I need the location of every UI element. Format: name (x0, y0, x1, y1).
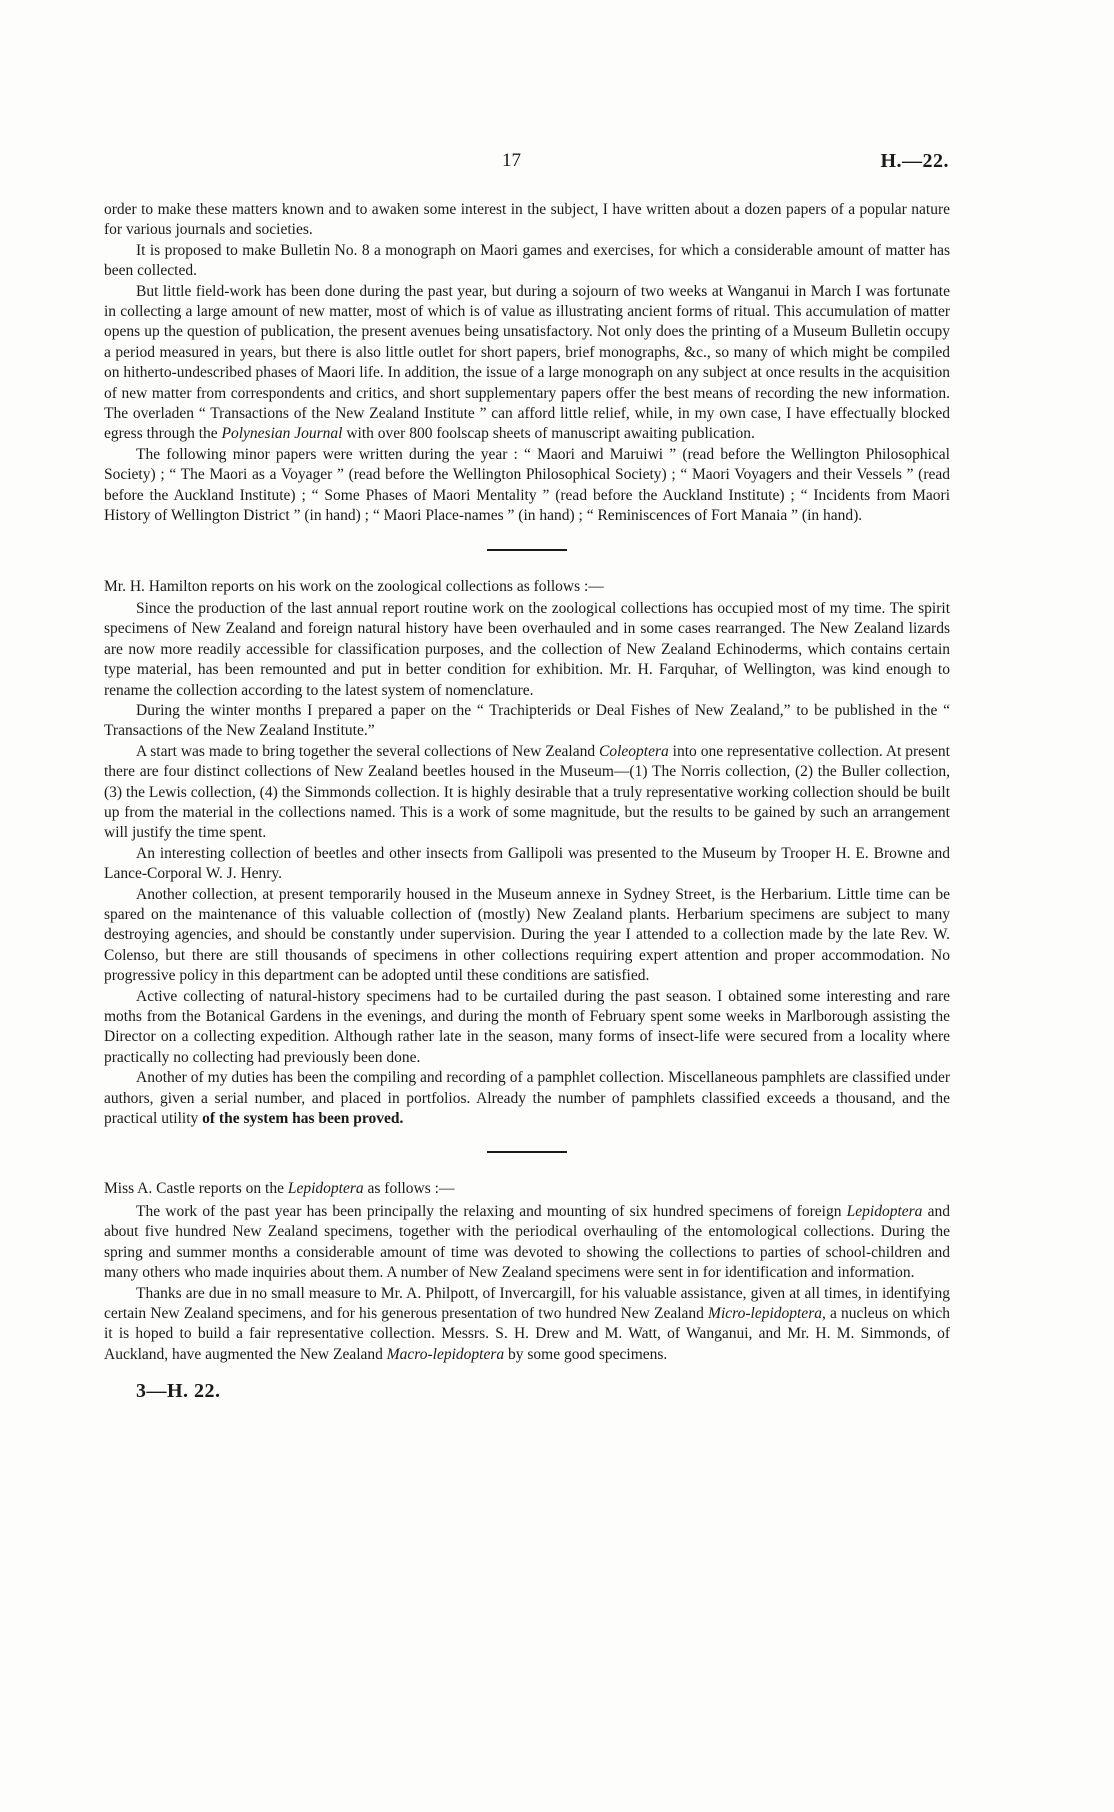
paragraph-text: into one representative collection. At present there are four distinct collections of New Zealand beetles housed in the Museum—(1) The Norris collection, (2) the Buller collection, (3) the Lewis collection, (4) the Simmonds collection. It is highly desirable that a truly representative working collection should be built up from the material in the collections named. This is a work of some magnitude, but the results to be gained by such an arrangement will justify the time spent. (104, 742, 950, 842)
page-body (104, 200, 950, 1402)
paragraph-text: and about five hundred New Zealand specimens, together with the periodical overhauling of the entomological collections. During the spring and summer months a considerable amount of time was devoted to showing the collections to parties of school-children and many others who made inquiries about them. A number of New Zealand specimens were sent in for identification and information. (104, 1202, 950, 1282)
taxon-name: Micro-lepidoptera (708, 1304, 822, 1322)
section-divider (487, 549, 567, 551)
paragraph (104, 1284, 950, 1366)
report-intro: Mr. H. Hamilton reports on his work on the zoological collections as follows :— (104, 577, 604, 595)
page-header (0, 150, 1114, 180)
paragraph: Since the production of the last annual report routine work on the zoological collections has occupied most of my time. The spirit specimens of New Zealand and foreign natural history have been overhauled and in some cases rearranged. The New Zealand lizards are now more readily accessible for classification purposes, and the collection of New Zealand Echinoderms, which contains certain type material, has been remounted and put in better condition for exhibition. Mr. H. Farquhar, of Wellington, was kind enough to rename the collection according to the latest system of nomenclature. (104, 599, 950, 699)
paragraph (104, 282, 950, 445)
taxon-name: Macro-lepidoptera (386, 1345, 505, 1363)
paragraph: It is proposed to make Bulletin No. 8 a monograph on Maori games and exercises, for which a considerable amount of matter has been collected. (104, 241, 950, 280)
signature-reference: 3—H. 22. (136, 1380, 221, 1403)
paragraph-text: , a nucleus on which it is hoped to build a fair representative collection. Messrs. S. H. Drew and M. Watt, of Wanganui, and Mr. H. M. Simmonds, of Auckland, have augmented the New Zealand (104, 1304, 951, 1363)
paragraph (104, 742, 950, 844)
paragraph: During the winter months I prepared a paper on the “ Trachipterids or Deal Fishes of New Zealand,” to be published in the “ Transactions of the New Zealand Institute.” (104, 701, 950, 740)
paragraph-text-bold: of the system has been proved. (202, 1110, 404, 1128)
journal-title: Polynesian Journal (221, 425, 343, 443)
paragraph (104, 1202, 950, 1284)
report-intro (104, 1179, 950, 1199)
intro-text: Miss A. Castle reports on the (104, 1180, 288, 1198)
paragraph (104, 1068, 950, 1129)
paragraph: An interesting collection of beetles and other insects from Gallipoli was presented to the Museum by Trooper H. E. Browne and Lance-Corporal W. J. Henry. (104, 844, 950, 883)
paragraph-text: Thanks are due in no small measure to Mr. A. Philpott, of Invercargill, for his valuable assistance, given at all times, in identifying certain New Zealand specimens, and for his generous presentation of two hundred New Zealand (104, 1284, 950, 1322)
taxon-name: Lepidoptera (846, 1202, 923, 1220)
intro-text: as follows :— (363, 1180, 455, 1198)
document-reference: H.—22. (880, 150, 949, 172)
paragraph-text: with over 800 foolscap sheets of manuscript awaiting publication. (342, 425, 755, 443)
paragraph-text: The work of the past year has been principally the relaxing and mounting of six hundred specimens of foreign (136, 1202, 847, 1220)
taxon-name: Coleoptera (599, 742, 669, 760)
paragraph: Active collecting of natural-history specimens had to be curtailed during the past season. I obtained some interesting and rare moths from the Botanical Gardens in the evenings, and during the month of February spent some weeks in Marlborough assisting the Director on a collecting expedition. Although rather late in the season, many forms of insect-life were secured from a locality where practically no collecting had previously been done. (104, 987, 950, 1066)
paragraph-text: Another of my duties has been the compiling and recording of a pamphlet collection. Miscellaneous pamphlets are classified under authors, given a serial number, and placed in portfolios. Already the number of pamphlets classified exceeds a thousand, and the practical utility (104, 1069, 950, 1128)
paragraph: The following minor papers were written during the year : “ Maori and Maruiwi ” (read before the Wellington Philosophical Society) ; “ The Maori as a Voyager ” (read before the Wellington Philosophical Society) ; “ Maori Voyagers and their Vessels ” (read before the Auckland Institute) ; “ Some Phases of Maori Mentality ” (read before the Auckland Institute) ; “ Incidents from Maori History of Wellington District ” (in hand) ; “ Maori Place-names ” (in hand) ; “ Reminiscences of Fort Manaia ” (in hand). (104, 445, 950, 525)
paragraph-text: But little field-work has been done during the past year, but during a sojourn of two weeks at Wanganui in March I was fortunate in collecting a large amount of new matter, most of which is of value as illustrating ancient forms of ritual. This accumulation of matter opens up the question of publication, the present avenues being unsatisfactory. Not only does the printing of a Museum Bulletin occupy a period measured in years, but there is also little outlet for short papers, brief monographs, &c., so many of which might be compiled on hitherto-undescribed phases of Maori life. In addition, the issue of a large monograph on any subject at once results in the acquisition of new matter from correspondents and critics, and short supplementary papers offer the best means of recording the new information. The overladen “ Transactions of the New Zealand Institute ” can afford little relief, while, in my own case, I have effectually blocked egress through the (104, 282, 950, 443)
paragraph-text: A start was made to bring together the several collections of New Zealand (136, 742, 600, 760)
taxon-name: Lepidoptera (287, 1180, 364, 1198)
paragraph: order to make these matters known and to awaken some interest in the subject, I have written about a dozen papers of a popular nature for various journals and societies. (104, 201, 950, 239)
page-number: 17 (502, 150, 521, 171)
paragraph-text: by some good specimens. (504, 1345, 668, 1363)
paragraph: Another collection, at present temporarily housed in the Museum annexe in Sydney Street, is the Herbarium. Little time can be spared on the maintenance of this valuable collection of (mostly) New Zealand plants. Herbarium specimens are subject to many destroying agencies, and should be constantly under supervision. During the year I attended to a collection made by the late Rev. W. Colenso, but there are still thousands of specimens in other collections requiring expert attention and proper accommodation. No progressive policy in this department can be adopted until these conditions are satisfied. (104, 885, 950, 985)
section-divider (487, 1151, 567, 1153)
